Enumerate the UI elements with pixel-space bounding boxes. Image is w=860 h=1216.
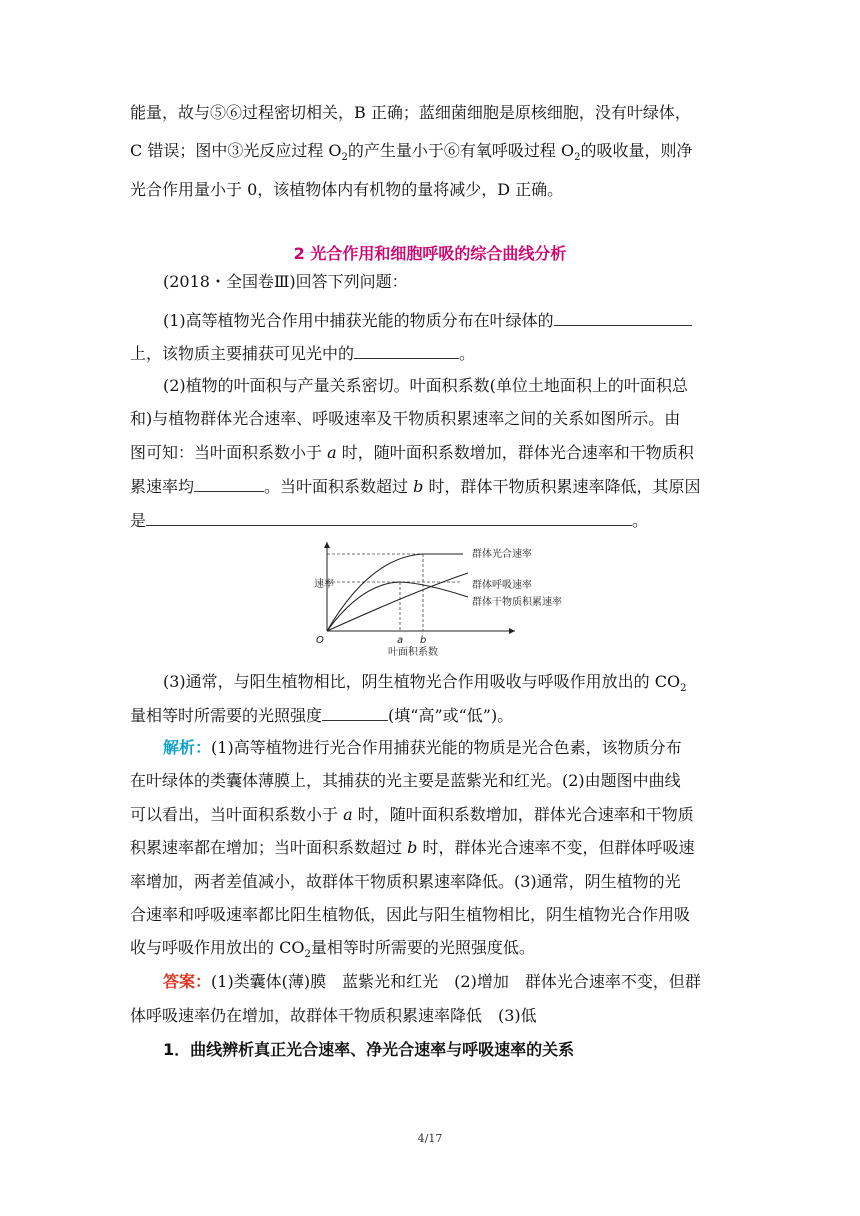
question-3-line-2: 量相等时所需要的光照强度 (填“高”或“低”)。	[130, 706, 514, 725]
analysis-line-7: 收与呼吸作用放出的 $CO_2$量相等时所需要的光照强度低。	[130, 938, 535, 961]
analysis-line-3: 可以看出，当叶面积系数小于 a 时，随叶面积系数增加，群体光合速率和干物质	[130, 805, 694, 824]
curve-photosynthesis	[327, 554, 463, 631]
y-axis-label-1: 速率	[314, 579, 334, 590]
analysis-line-4: 积累速率都在增加；当叶面积系数超过 b 时，群体光合速率不变，但群体呼吸速	[130, 838, 695, 857]
tick-b-label: b	[420, 635, 427, 646]
rate-curve-figure	[300, 537, 600, 659]
x-axis-label: 叶面积系数	[388, 647, 438, 658]
origin-label: O	[316, 635, 324, 646]
question-1-line-2: 上，该物质主要捕获可见光中的 。	[130, 344, 476, 363]
question-2-line-4: 累速率均 。当叶面积系数超过 b 时，群体干物质积累速率降低，其原因	[130, 477, 701, 496]
prev-line-3: 光合作用量小于 0，该植物体内有机物的量将减少，D 正确。	[130, 180, 564, 199]
legend-photosynthesis: 群体光合速率	[472, 549, 532, 560]
legend-respiration: 群体呼吸速率	[472, 580, 532, 591]
question-3-line-1: (3)通常，与阳生植物相比，阴生植物光合作用吸收与呼吸作用放出的 $CO_2$	[163, 672, 687, 695]
question-2-line-2: 和)与植物群体光合速率、呼吸速率及干物质积累速率之间的关系如图所示。由	[130, 409, 681, 428]
analysis-line-5: 率增加，两者差值减小，故群体干物质积累速率降低。(3)通常，阴生植物的光	[130, 872, 681, 891]
page-number: 4/17	[417, 1132, 443, 1145]
answer-label: 答案：	[163, 972, 212, 991]
analysis-line-2: 在叶绿体的类囊体薄膜上，其捕获的光主要是蓝紫光和红光。(2)由题图中曲线	[130, 771, 681, 790]
question-2-line-3: 图可知：当叶面积系数小于 a 时，随叶面积系数增加，群体光合速率和干物质积	[130, 443, 694, 462]
analysis-line-6: 合速率和呼吸速率都比阳生植物低，因此与阳生植物相比，阴生植物光合作用吸	[130, 905, 691, 924]
analysis-label: 解析：	[163, 738, 212, 757]
subheading: 1．曲线辨析真正光合速率、净光合速率与呼吸速率的关系	[163, 1040, 575, 1059]
tick-a-label: a	[397, 635, 404, 646]
answer-line-2: 体呼吸速率仍在增加，故群体干物质积累速率降低 (3)低	[130, 1006, 537, 1025]
question-source: (2018・全国卷Ⅲ)回答下列问题：	[163, 272, 408, 291]
question-2-line-1: (2)植物的叶面积与产量关系密切。叶面积系数(单位土地面积上的叶面积总	[163, 376, 688, 395]
curve-dry-matter	[327, 582, 468, 631]
answer-line-1: 答案：(1)类囊体(薄)膜 蓝紫光和红光 (2)增加 群体光合速率不变，但群	[163, 972, 701, 991]
question-1-line-1: (1)高等植物光合作用中捕获光能的物质分布在叶绿体的	[163, 310, 692, 331]
section-title: 2 光合作用和细胞呼吸的综合曲线分析	[293, 244, 567, 263]
question-2-line-5: 是 。	[130, 511, 649, 530]
legend-dry-matter: 群体干物质积累速率	[472, 597, 562, 608]
analysis-line-1: 解析：(1)高等植物进行光合作用捕获光能的物质是光合色素，该物质分布	[163, 738, 682, 757]
prev-line-1: 能量，故与⑤⑥过程密切相关，B 正确；蓝细菌细胞是原核细胞，没有叶绿体，	[130, 103, 691, 122]
prev-line-2: C 错误；图中③光反应过程 $O_2$的产生量小于⑥有氧呼吸过程 $O_2$的吸收量，则净	[130, 141, 693, 164]
